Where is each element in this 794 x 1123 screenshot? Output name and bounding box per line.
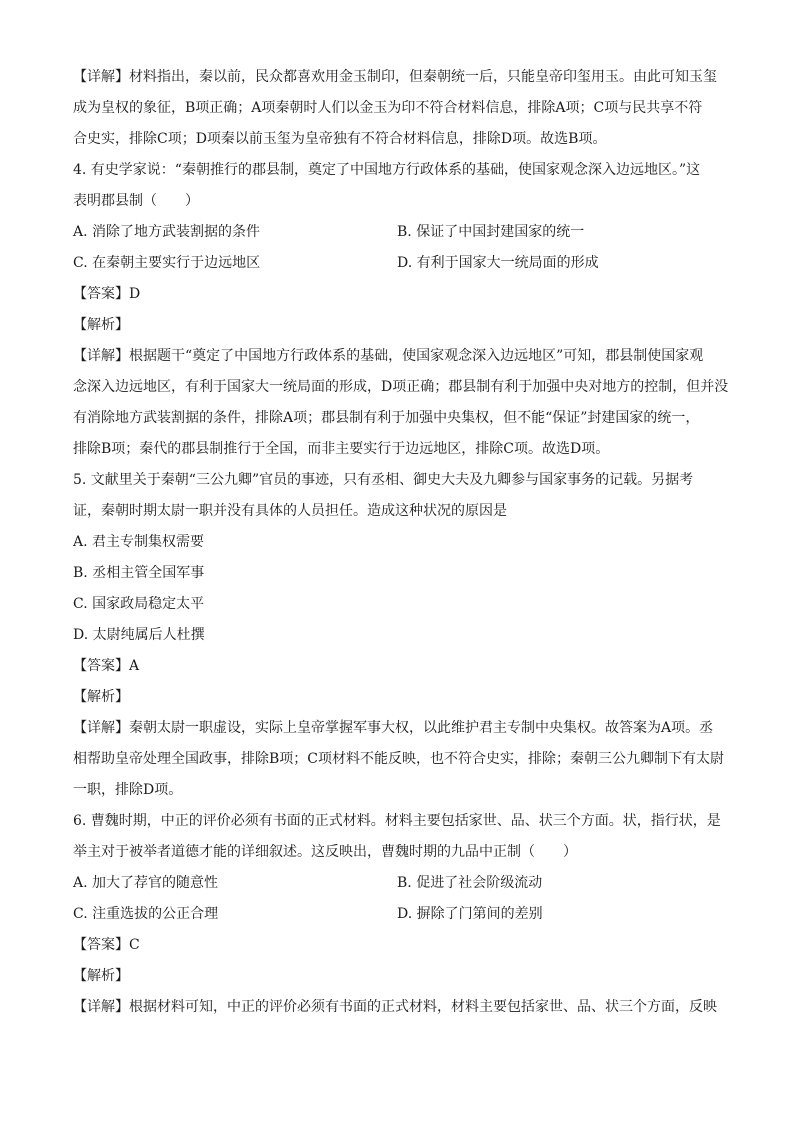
question-6	[73, 806, 733, 1023]
q4-option-c: C. 在秦朝主要实行于边远地区	[73, 255, 261, 271]
q4-detail-line: 【详解】根据题干“奠定了中国地方行政体系的基础，使国家观念深入边远地区”可知，郡县制使国家观	[73, 348, 704, 364]
q5-option-b: B. 丞相主管全国军事	[73, 565, 205, 581]
q6-stem-line: 6. 曹魏时期，中正的评价必须有书面的正式材料。材料主要包括家世、品、状三个方面。状，指行状，是	[73, 813, 721, 829]
q3-detail-line: 成为皇权的象征，B项正确；A项秦朝时人们以金玉为印不符合材料信息，排除A项；C项与民共享不符	[73, 100, 703, 116]
q6-option-b: B. 促进了社会阶级流动	[397, 875, 543, 891]
q6-stem-line: 举主对于被举者道德才能的详细叙述。这反映出，曹魏时期的九品中正制（ ）	[73, 844, 577, 860]
q5-detail-line: 相帮助皇帝处理全国政事，排除B项；C项材料不能反映，也不符合史实，排除；秦朝三公九卿制下有太尉	[73, 751, 724, 767]
q5-answer: 【答案】A	[73, 658, 140, 674]
exam-page	[73, 62, 733, 1023]
q4-detail-line: 念深入边远地区，有利于国家大一统局面的形成，D项正确；郡县制有利于加强中央对地方的控制，但并没	[73, 379, 729, 395]
q4-option-b: B. 保证了中国封建国家的统一	[397, 224, 585, 240]
q5-option-d: D. 太尉纯属后人杜撰	[73, 627, 205, 643]
q5-stem-line: 5. 文献里关于秦朝“三公九卿”官员的事迹，只有丞相、御史大夫及九卿参与国家事务的记载。另据考	[73, 472, 694, 488]
q5-option-c: C. 国家政局稳定太平	[73, 596, 205, 612]
q4-analysis-label: 【解析】	[73, 317, 129, 333]
q3-analysis-block	[73, 62, 733, 155]
q4-stem-line: 表明郡县制（ ）	[73, 193, 199, 209]
q4-detail-line: 有消除地方武装割据的条件，排除A项；郡县制有利于加强中央集权，但不能“保证”封建国家的统一，	[73, 410, 700, 426]
q3-detail-line: 合史实，排除C项；D项秦以前玉玺为皇帝独有不符合材料信息，排除D项。故选B项。	[73, 131, 607, 147]
q4-detail-line: 排除B项；秦代的郡县制推行于全国，而非主要实行于边远地区，排除C项。故选D项。	[73, 441, 610, 457]
q4-option-a: A. 消除了地方武装割据的条件	[73, 224, 261, 240]
q5-option-a: A. 君主专制集权需要	[73, 534, 205, 550]
q6-options-row	[73, 899, 733, 930]
q5-analysis-label: 【解析】	[73, 689, 129, 705]
question-4	[73, 155, 733, 465]
q4-stem-line: 4. 有史学家说：“秦朝推行的郡县制，奠定了中国地方行政体系的基础，使国家观念深入边远地区。”这	[73, 162, 701, 178]
q5-detail-line: 【详解】秦朝太尉一职虚设，实际上皇帝掌握军事大权，以此维护君主专制中央集权。故答案为A项。丞	[73, 720, 714, 736]
question-5	[73, 465, 733, 806]
q5-detail-line: 一职，排除D项。	[73, 782, 183, 798]
q3-detail-line: 【详解】材料指出，秦以前，民众都喜欢用金玉制印，但秦朝统一后，只能皇帝印玺用玉。由此可知玉玺	[73, 69, 717, 85]
q4-option-d: D. 有利于国家大一统局面的形成	[397, 255, 599, 271]
q6-option-c: C. 注重选拔的公正合理	[73, 906, 219, 922]
q4-answer: 【答案】D	[73, 286, 141, 302]
q6-analysis-label: 【解析】	[73, 968, 129, 984]
q6-detail-line: 【详解】根据材料可知，中正的评价必须有书面的正式材料，材料主要包括家世、品、状三个方面，反映	[73, 999, 717, 1015]
q6-options-row	[73, 868, 733, 899]
q4-options-row	[73, 217, 733, 248]
q4-options-row	[73, 248, 733, 279]
q6-option-d: D. 摒除了门第间的差别	[397, 906, 543, 922]
q6-option-a: A. 加大了荐官的随意性	[73, 875, 219, 891]
q5-stem-line: 证，秦朝时期太尉一职并没有具体的人员担任。造成这种状况的原因是	[73, 503, 507, 519]
q6-answer: 【答案】C	[73, 937, 140, 953]
